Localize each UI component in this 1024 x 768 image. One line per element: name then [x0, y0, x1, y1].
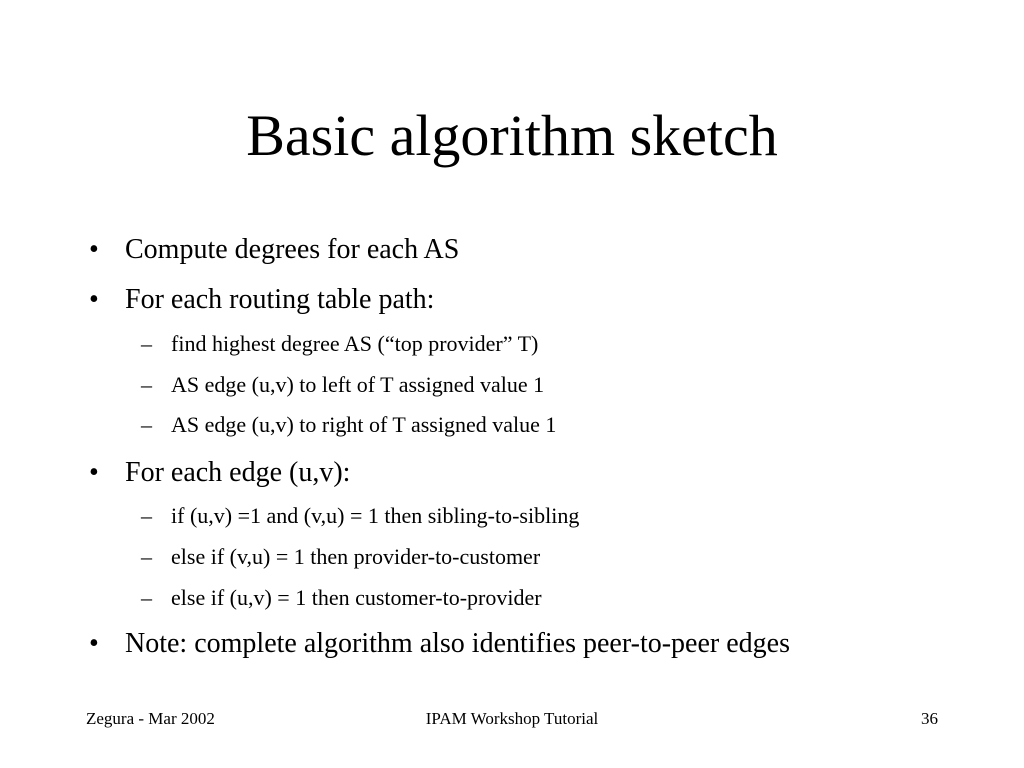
- bullet-text: Compute degrees for each AS: [125, 234, 460, 265]
- sub-bullet-text: AS edge (u,v) to left of T assigned value 1: [171, 372, 545, 397]
- sub-bullet-text: if (u,v) =1 and (v,u) = 1 then sibling-to-sibling: [171, 503, 580, 528]
- footer-event: IPAM Workshop Tutorial: [425, 709, 599, 728]
- bullet-marker: •: [89, 234, 99, 265]
- dash-marker: –: [141, 503, 152, 528]
- bullet-item: [89, 232, 460, 268]
- footer-author-date: Zegura - Mar 2002: [86, 709, 215, 728]
- bullet-text: For each routing table path:: [125, 284, 435, 315]
- sub-bullet-item: [141, 371, 545, 399]
- bullet-marker: •: [89, 457, 99, 488]
- dash-marker: –: [141, 372, 152, 397]
- bullet-marker: •: [89, 628, 99, 659]
- sub-bullet-item: [141, 330, 539, 358]
- sub-bullet-text: else if (u,v) = 1 then customer-to-provider: [171, 585, 542, 610]
- sub-bullet-item: [141, 502, 580, 530]
- bullet-item: [89, 626, 805, 662]
- dash-marker: –: [141, 412, 152, 437]
- sub-bullet-text: find highest degree AS (“top provider” T): [171, 331, 539, 356]
- dash-marker: –: [141, 544, 152, 569]
- sub-bullet-item: [141, 584, 542, 612]
- dash-marker: –: [141, 585, 152, 610]
- bullet-text: Note: complete algorithm also identifies peer-to-peer edges: [125, 628, 790, 659]
- bullet-text: For each edge (u,v):: [125, 457, 351, 488]
- sub-bullet-text: AS edge (u,v) to right of T assigned value 1: [171, 412, 557, 437]
- page-number: 36: [921, 709, 938, 728]
- slide-title: Basic algorithm sketch: [246, 103, 778, 168]
- sub-bullet-text: else if (v,u) = 1 then provider-to-customer: [171, 544, 541, 569]
- bullet-item: [89, 455, 351, 491]
- dash-marker: –: [141, 331, 152, 356]
- sub-bullet-item: [141, 411, 557, 439]
- bullet-marker: •: [89, 284, 99, 315]
- bullet-item: [89, 282, 435, 318]
- sub-bullet-item: [141, 543, 541, 571]
